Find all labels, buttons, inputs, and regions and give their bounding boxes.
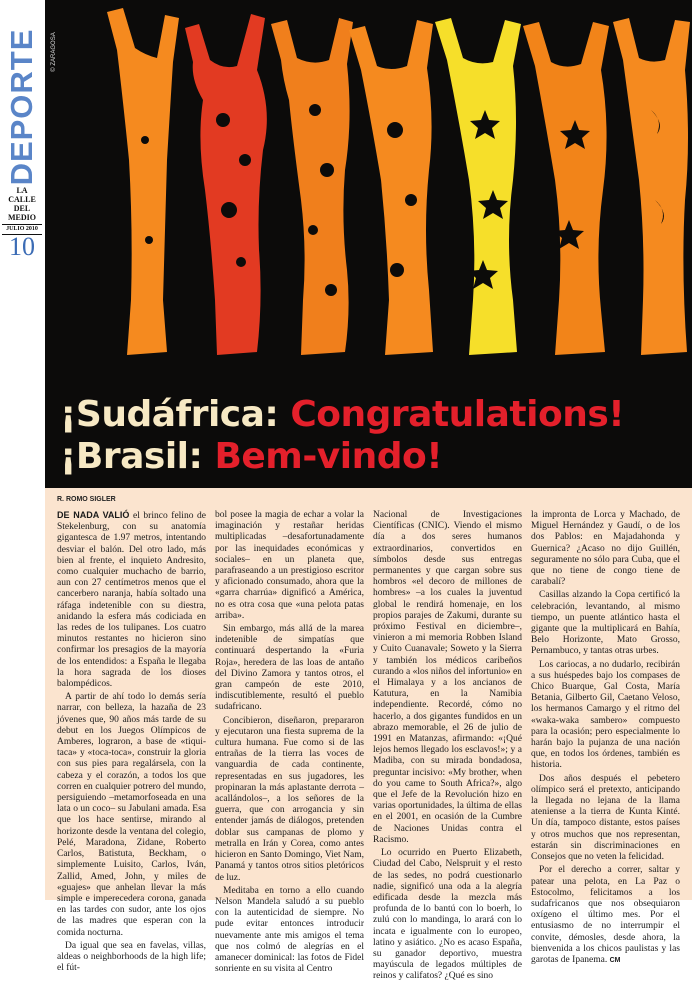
headline2-country: ¡Brasil: [60, 436, 215, 477]
page-number: 10 [9, 232, 35, 261]
figure-orange-5 [613, 18, 690, 355]
paragraph: Lo ocurrido en Puerto Elizabeth, Ciudad del Cabo, Nelspruit y el resto de las sedes, no podrá cuestionarlo nadie, significó una oda a la alegría edificada desde la mezcla más profunda de lo bantú con lo boerh, lo zulú con lo mandinga, lo arará con lo incata e igualmente con lo europeo, latino y asiático. ¿No es acaso España, su ganador deportivo, muestra mayúscula de legados múltiples de reinos y califatos? ¿Qué es sino [373, 848, 522, 982]
paragraph: la impronta de Lorca y Machado, de Miguel Hernández y Gaudí, o de los dos Pablos: en Majadahonda y Guernica? ¿Acaso no dijo Guillén, seguramente no sólo para Cuba, que el que no tiene de congo tiene de carabalí? [531, 510, 680, 588]
photo-credit: © ZARAGOSA [51, 32, 57, 72]
headline1-message: Congratulations! [290, 394, 625, 435]
figure-orange-3 [349, 20, 433, 355]
paragraph: Concibieron, diseñaron, prepararon y ejecutaron una fiesta suprema de la cultura humana. Fue como si de las entrañas de la tierra las voces de vanguardia de cada continente, representadas en sus jugadores, les propinaran la más aplastante derrota –acallándolos–, a los señores de la guerra, que con arrogancia y sin entender jamás de diálogos, pretenden doblar sus campanas de plomo y metralla en Irán y Corea, como antes hicieron en Santo Domingo, Viet Nam, Panamá y tantos otros sitios pletóricos de luz. [215, 715, 364, 883]
issue-date: JULIO 2010 [2, 224, 42, 235]
paragraph: Da igual que sea en favelas, villas, aldeas o neighborhoods de la high life; el fút- [57, 940, 206, 974]
figure-yellow [435, 18, 521, 355]
figure-red [185, 14, 267, 355]
byline: R. ROMO SIGLER [57, 496, 116, 503]
page-sidebar [0, 0, 44, 900]
headline-south-africa [60, 395, 624, 435]
paragraph: bol posee la magia de echar a volar la imaginación y restañar heridas multiplicadas –desafortunadamente por las inequidades económicas y sociales– en un planeta que, parafraseando a un prestigioso escritor y aficionado consumado, ahora que la «garra charrúa» dignificó a América, no es otra cosa que «una pelota patas arriba». [215, 510, 364, 621]
article-column-1 [57, 510, 206, 974]
paragraph: Nacional de Investigaciones Científicas (CNIC). Viendo el mismo día a dos seres humanos extraordinarios, convertidos en símbolos desde sus entregas permanentes y que cargan sobre sus hombros «el decoro de millones de hombres» –a los cuales la juventud global le rendirá homenaje, en los propios parajes de Zakumi, durante su próximo Festival en diciembre–, vinieron a mi memoria Robben Island y Cuito Cuanavale; Soweto y la Sierra y también los médicos caribeños curando a «los niños del infortunio» en el Himalaya y a los ancianos de Katutura, en la Namibia independiente. Recordé, cómo no hacerlo, a dos gigantes fundidos en un abrazo memorable, el 26 de julio de 1991 en Matanzas, afirmando: «¡Qué lejos hemos llegado los esclavos!»; y a Madiba, con su mirada bondadosa, preguntar incisivo: «My brother, when do you came to South Africa?», algo que el Jefe de la Revolución hizo en varias oportunidades, la última de ellas en el 2001, en ocasión de la Cumbre de Naciones Unidas contra el Racismo. [373, 510, 522, 845]
paragraph: Dos años después el pebetero olímpico será el pretexto, anticipando la llegada no lejana de la llama ateniense a la tierra de Kunta Kinté. Un día, tampoco distante, estos países y otros muchos que nos representan, estarán sin discriminaciones en Consejos que no veten la felicidad. [531, 773, 680, 863]
magazine-name-line1: LA CALLE [8, 186, 36, 204]
article-column-2 [215, 510, 364, 975]
paragraph [531, 865, 680, 966]
paragraph: Casillas alzando la Copa certificó la celebración, levantando, al mismo tiempo, un puente atlántico hasta el gigante que la multiplicará en Bahía, Belo Horizonte, Mato Grosso, Pernambuco, y tantas otras urbes. [531, 590, 680, 657]
paragraph-text: el brinco felino de Stekelenburg, con su anatomía gigantesca de 1.97 metros, intentando desviar el balón. Del otro lado, más bien al frente, el inquieto Andresito, como cualquier muchacho de barrio, aun con 27 centímetros menos que el cancerbero naranja, había soltado una ráfaga indetenible con su diestra, anidando la esfera más codiciada en las redes de los tulipanes. Los cuatro minutos restantes no hicieron sino confirmar los presagios de la mayoría de los entendidos: a España le llegaba la hora sagrada de los dioses balompédicos. [57, 511, 206, 690]
lead-in: DE NADA VALIÓ [57, 510, 130, 520]
figure-orange-2 [271, 18, 353, 355]
headline2-message: Bem-vindo! [214, 436, 443, 477]
section-label [2, 22, 42, 192]
paragraph: Meditaba en torno a ello cuando Nelson Mandela saludó a su pueblo con la autenticidad de siempre. No pude evitar entonces introducir nuevamente ante mis amigos el tema que nos colmó de alegrías en el amanecer dominical: las fotos de Fidel sonriente en su visita al Centro [215, 885, 364, 975]
figure-orange-4 [523, 22, 609, 355]
paragraph [57, 510, 206, 690]
headline-brazil [60, 437, 442, 477]
paragraph: Los cariocas, a no dudarlo, recibirán a sus huéspedes bajo los compases de Chico Buarque, Gal Costa, María Betania, Gilberto Gil, Caetano Veloso, los hermanos Camargo y el ritmo del «waka-waka sambero» compuesto para la ocasión; pero especialmente lo harán bajo la pujanza de una nación que, en todos los órdenes, también es historia. [531, 659, 680, 771]
paragraph: A partir de ahí todo lo demás sería narrar, con belleza, la hazaña de 23 jóvenes que, 90 años más tarde de su debut en los Juegos Olímpicos de Amberes, lograron, a base de «tiqui-taca» y «toca-toca», construir la gloria con sus pies para regalársela, con la cabeza y el corazón, a todos los que corren en cualquier potrero del mundo, persiguiendo –metamorfoseada en una lata o un coco– su Jabulani amada. Esa que los hace sentirse, mirando al horizonte desde la ventana del colegio, Pelé, Maradona, Zidane, Roberto Carlos, Batistuta, Beckham, o simplemente Luisito, Carlos, Iván, Zallid, Amed, John, y miles de «guajes» que anhelan llevar la más simple e imperecedera corona, ganada en las tardes con sudor, ante los ojos de las madres que esperan con la comida nocturna. [57, 692, 206, 938]
figure-orange-1 [107, 8, 179, 355]
article-column-3 [373, 510, 522, 982]
photo-credit-box [49, 22, 59, 82]
end-mark: CM [609, 956, 621, 964]
section-title: DEPORTE [4, 28, 39, 186]
headline1-country: ¡Sudáfrica: [60, 394, 291, 435]
paragraph: Sin embargo, más allá de la marea indetenible de simpatías que continuará despertando la «Furia Roja», heredera de las loas de antaño del Divino Zamora y tantos otros, el gran campeón de este 2010, indiscutiblemente, resultó el pueblo sudafricano. [215, 624, 364, 713]
article-column-4 [531, 510, 680, 965]
magazine-name-line2: DEL MEDIO [8, 204, 36, 222]
paragraph-text: Por el derecho a correr, saltar y patear una pelota, en La Paz o Estocolmo, felicitamos a los sudafricanos que nos obsequiaron oxígeno el último mes. Por el entusiasmo de no interrumpir el convite, démosles, desde ahora, la bienvenida a los chicos paulistas y las garotas de Ipanema. [531, 865, 680, 965]
magazine-name [2, 186, 42, 235]
article-body [45, 488, 692, 982]
